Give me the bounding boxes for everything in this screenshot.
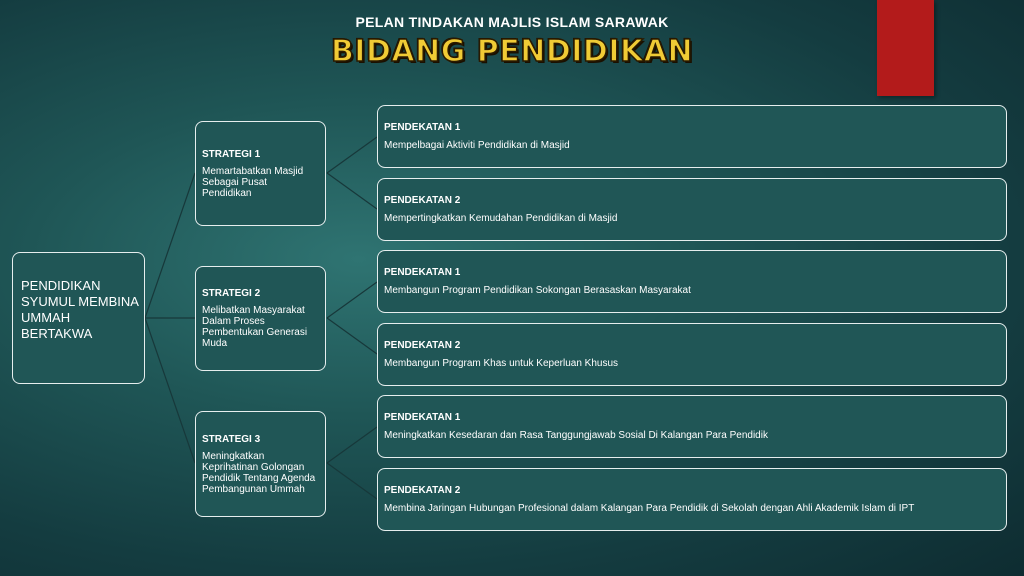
root-label: PENDIDIKAN SYUMUL MEMBINA UMMAH BERTAKWA (21, 278, 139, 341)
strategy-1-approach-2 (377, 178, 1007, 241)
page-title: BIDANG PENDIDIKAN (330, 34, 694, 69)
connector-s1-a2 (327, 173, 377, 209)
connector-s1-a1 (327, 137, 377, 173)
approach-title: PENDEKATAN 2 (384, 340, 461, 351)
approach-desc: Meningkatkan Kesedaran dan Rasa Tanggungjawab Sosial Di Kalangan Para Pendidik (384, 430, 768, 441)
page-subtitle: PELAN TINDAKAN MAJLIS ISLAM SARAWAK (355, 14, 669, 30)
strategy-2-approach-1 (377, 250, 1007, 313)
approach-title: PENDEKATAN 2 (384, 195, 461, 206)
approach-desc: Membangun Program Khas untuk Keperluan Khusus (384, 358, 619, 369)
strategy-3-approach-1 (377, 395, 1007, 458)
connector-root-s3 (145, 318, 195, 463)
root-node (12, 252, 145, 384)
strategy-2-title: STRATEGI 2 (202, 288, 261, 299)
strategy-1-desc: Memartabatkan Masjid Sebagai Pusat Pendidikan (202, 165, 304, 199)
strategy-1-title: STRATEGI 1 (202, 148, 261, 160)
strategy-3-title: STRATEGI 3 (202, 433, 261, 445)
connector-root-s1 (145, 173, 195, 318)
connector-s2-a1 (327, 282, 377, 318)
approach-title: PENDEKATAN 1 (384, 122, 461, 133)
approach-desc: Mempertingkatkan Kemudahan Pendidikan di Masjid (384, 213, 618, 224)
connector-s3-a2 (327, 463, 377, 499)
approach-title: PENDEKATAN 2 (384, 485, 461, 496)
connector-s2-a2 (327, 318, 377, 354)
strategy-3-approach-2 (377, 468, 1007, 531)
strategy-1-box (195, 121, 326, 226)
strategy-2-desc: Melibatkan Masyarakat Dalam Proses Pembentukan Generasi Muda (202, 305, 308, 349)
strategy-2-approach-2 (377, 323, 1007, 386)
connector-s3-a1 (327, 427, 377, 463)
strategy-1-approach-1 (377, 105, 1007, 168)
approach-title: PENDEKATAN 1 (384, 267, 461, 278)
strategy-3-desc: Meningkatkan Keprihatinan Golongan Pendidik Tentang Agenda Pembangunan Ummah (202, 450, 316, 495)
strategy-2-box (195, 266, 326, 371)
approach-title: PENDEKATAN 1 (384, 412, 461, 423)
approach-desc: Mempelbagai Aktiviti Pendidikan di Masjid (384, 140, 570, 151)
approach-desc: Membina Jaringan Hubungan Profesional dalam Kalangan Para Pendidik di Sekolah dengan Ahli Akademik Islam di IPT (384, 503, 915, 514)
approach-desc: Membangun Program Pendidikan Sokongan Berasaskan Masyarakat (384, 285, 691, 296)
strategy-3-box (195, 411, 326, 517)
